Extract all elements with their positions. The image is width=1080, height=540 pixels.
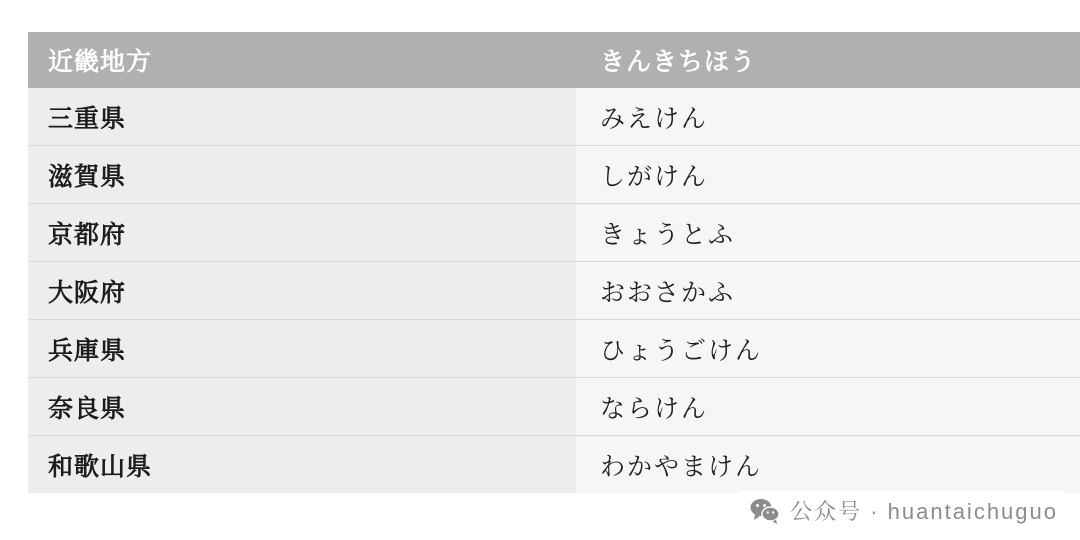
cell-prefecture-kanji: 京都府 (28, 204, 576, 262)
cell-prefecture-kana: わかやまけん (576, 436, 1080, 494)
cell-prefecture-kanji: 和歌山県 (28, 436, 576, 494)
cell-prefecture-kanji: 滋賀県 (28, 146, 576, 204)
table-row (28, 320, 1080, 378)
cell-prefecture-kana: きょうとふ (576, 204, 1080, 262)
table-header-row (28, 32, 1080, 88)
cell-prefecture-kanji: 奈良県 (28, 378, 576, 436)
cell-prefecture-kana: しがけん (576, 146, 1080, 204)
table-row (28, 378, 1080, 436)
prefecture-table-container (28, 32, 1080, 493)
table-row (28, 262, 1080, 320)
column-header-region-kanji: 近畿地方 (28, 32, 576, 88)
table-header (28, 32, 1080, 88)
watermark-text: 公众号 · huantaichuguo (790, 499, 1058, 524)
cell-prefecture-kanji: 兵庫県 (28, 320, 576, 378)
prefecture-table (28, 32, 1080, 493)
table-row (28, 146, 1080, 204)
table-row (28, 436, 1080, 494)
cell-prefecture-kana: みえけん (576, 88, 1080, 146)
watermark (740, 491, 1064, 530)
cell-prefecture-kana: ならけん (576, 378, 1080, 436)
table-row (28, 204, 1080, 262)
cell-prefecture-kanji: 三重県 (28, 88, 576, 146)
cell-prefecture-kana: おおさかふ (576, 262, 1080, 320)
cell-prefecture-kana: ひょうごけん (576, 320, 1080, 378)
wechat-icon (750, 498, 780, 524)
table-body (28, 88, 1080, 493)
table-row (28, 88, 1080, 146)
cell-prefecture-kanji: 大阪府 (28, 262, 576, 320)
column-header-region-kana: きんきちほう (576, 32, 1080, 88)
